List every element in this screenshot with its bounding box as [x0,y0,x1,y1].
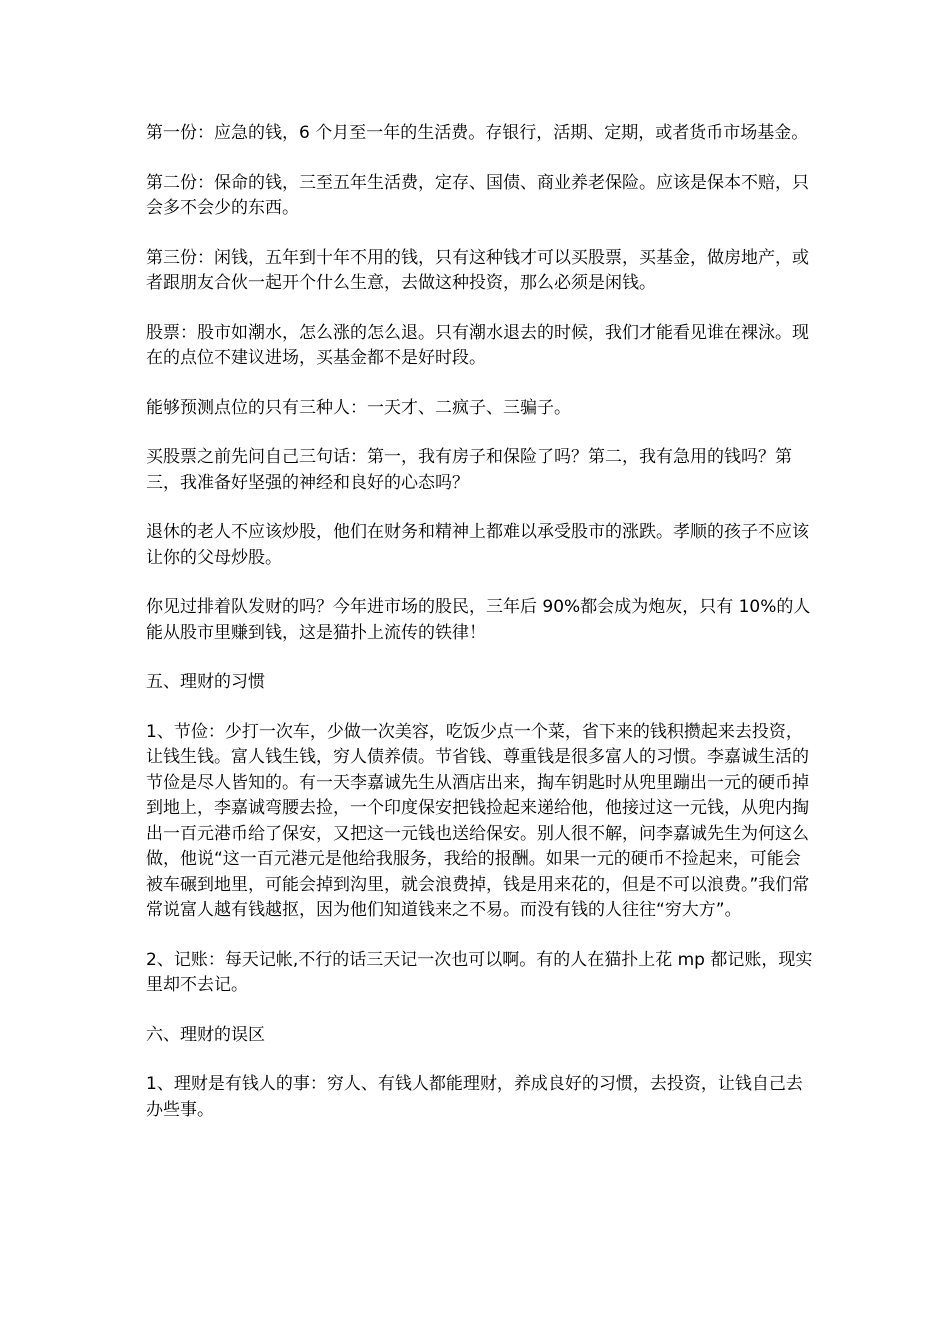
paragraph-first-share: 第一份：应急的钱，6 个月至一年的生活费。存银行，活期、定期，或者货币市场基金。 [146,123,809,143]
paragraph-misconception-1: 1、理财是有钱人的事：穷人、有钱人都能理财，养成良好的习惯，去投资，让钱自己去办些事。 [146,1074,803,1120]
section-heading-habits: 五、理财的习惯 [146,672,265,692]
document-page [146,121,814,1147]
paragraph-stocks: 股票：股市如潮水，怎么涨的怎么退。只有潮水退去的时候，我们才能看见谁在裸泳。现在的点位不建议进场，买基金都不是好时段。 [146,322,809,368]
paragraph-bookkeeping: 2、记账：每天记帐,不行的话三天记一次也可以啊。有的人在猫扑上花 mp 都记账，现实里却不去记。 [146,949,813,995]
paragraph-prediction: 能够预测点位的只有三种人：一天才、二疯子、三骗子。 [146,397,571,418]
paragraph-retirees: 退休的老人不应该炒股，他们在财务和精神上都难以承受股市的涨跌。孝顺的孩子不应该让你的父母炒股。 [146,522,809,568]
paragraph-frugality: 1、节俭：少打一次车，少做一次美容，吃饭少点一个菜，省下来的钱积攒起来去投资，让钱生钱。富人钱生钱，穷人债养债。节省钱、尊重钱是很多富人的习惯。李嘉诚生活的节俭是尽人皆知的。有一天李嘉诚先生从酒店出来，掏车钥匙时从兜里蹦出一元的硬币掉到地上，李嘉诚弯腰去捡，一个印度保安把钱捡起来递给他，他接过这一元钱，从兜内掏出一百元港币给了保安，又把这一元钱也送给保安。别人很不解，问李嘉诚先生为何这么做，他说“这一百元港元是他给我服务，我给的报酬。如果一元的硬币不捡起来，可能会被车碾到地里，可能会掉到沟里，就会浪费掉，钱是用来花的，但是不可以浪费。”我们常常说富人越有钱越抠，因为他们知道钱来之不易。而没有钱的人往往“穷大方”。 [146,721,810,920]
paragraph-iron-rule: 你见过排着队发财的吗？今年进市场的股民，三年后 90%都会成为炮灰，只有 10%的人能从股市里赚到钱，这是猫扑上流传的铁律！ [146,597,811,643]
section-heading-misconceptions: 六、理财的误区 [146,1024,265,1045]
paragraph-three-questions: 买股票之前先问自己三句话：第一，我有房子和保险了吗？第二，我有急用的钱吗？第三，我准备好坚强的神经和良好的心态吗？ [146,447,792,493]
paragraph-second-share: 第二份：保命的钱，三至五年生活费，定存、国债、商业养老保险。应该是保本不赔，只会多不会少的东西。 [146,172,809,218]
paragraph-third-share: 第三份：闲钱，五年到十年不用的钱，只有这种钱才可以买股票，买基金，做房地产，或者跟朋友合伙一起开个什么生意，去做这种投资，那么必须是闲钱。 [146,247,809,293]
